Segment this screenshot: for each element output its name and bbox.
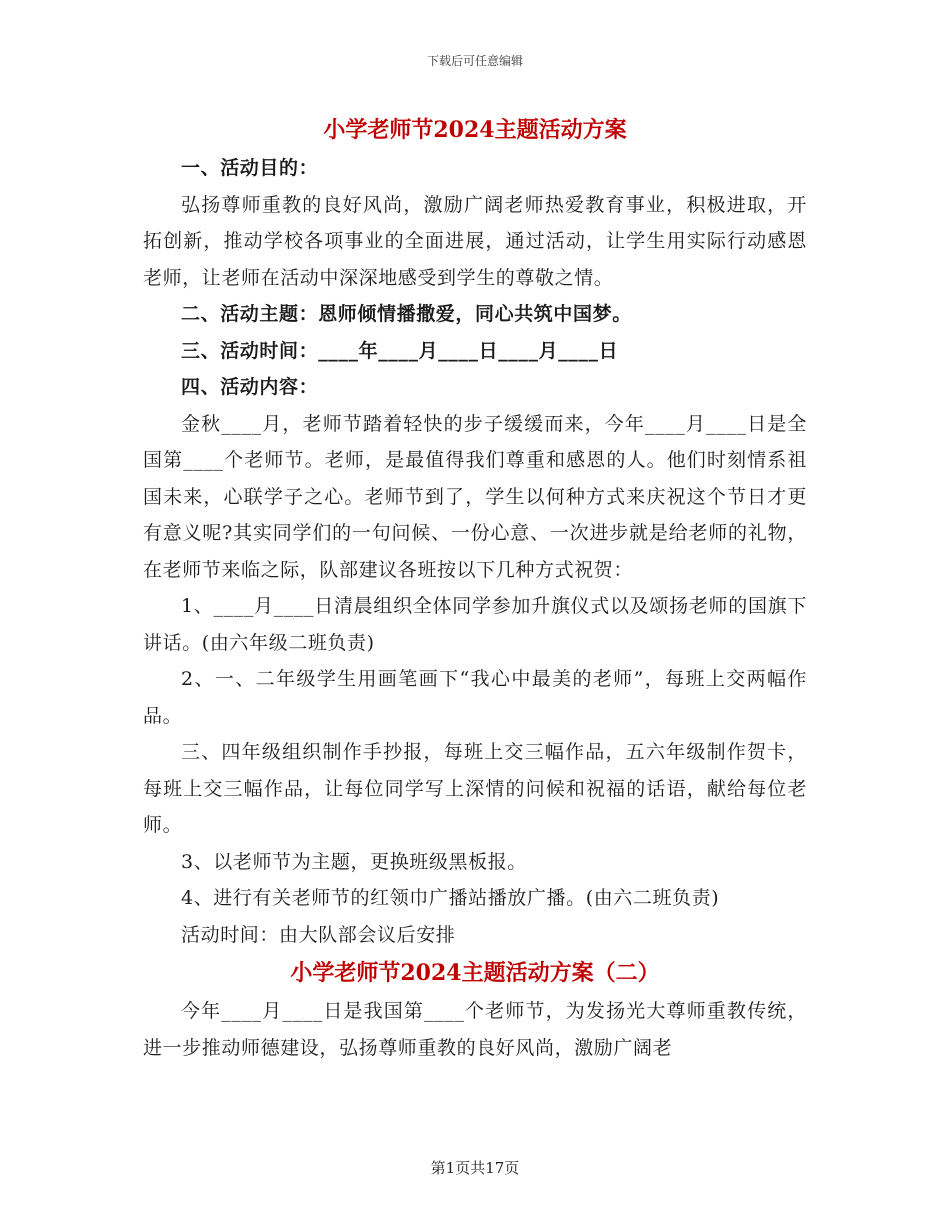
document-body — [143, 112, 807, 1066]
section-heading-time: 三、活动时间：____年____月____日____月____日 — [181, 339, 619, 362]
page-footer: 第1页共17页 — [430, 1159, 520, 1177]
content-item: 3、以老师节为主题，更换班级黑板报。 — [181, 850, 527, 873]
section-heading-purpose: 一、活动目的： — [181, 157, 319, 179]
content-item: 活动时间：由大队部会议后安排 — [181, 923, 456, 946]
content-item: 2、一、二年级学生用画笔画下“我心中最美的老师”，每班上交两幅作品。 — [143, 668, 807, 727]
content-item: 4、进行有关老师节的红领巾广播站播放广播。(由六二班负责) — [181, 887, 720, 909]
content-item: 1、____月____日清晨组织全体同学参加升旗仪式以及颂扬老师的国旗下讲话。(由六年级二班负责) — [143, 595, 807, 654]
section-body-second-plan: 今年____月____日是我国第____个老师节，为发扬光大尊师重教传统，进一步推动师德建设，弘扬尊师重教的良好风尚，激励广阔老 — [143, 1000, 807, 1059]
section-heading-content: 四、活动内容： — [181, 376, 319, 398]
page-header: 下载后可任意编辑 — [426, 54, 523, 68]
section-body-content-intro: 金秋____月，老师节踏着轻快的步子缓缓而来，今年____月____日是全国第____个老师节。老师，是最值得我们尊重和感恩的人。他们时刻情系祖国未来，心联学子之心。老师节到了，学生以何种方式来庆祝这个节日才更有意义呢?其实同学们的一句问候、一份心意、一次进步就是给老师的礼物，在老师节来临之际，队部建议各班按以下几种方式祝贺： — [143, 412, 807, 581]
document-title-2: 小学老师节2024主题活动方案（二） — [290, 960, 660, 986]
section-heading-theme: 二、活动主题：恩师倾情播撒爱，同心共筑中国梦。 — [181, 303, 632, 325]
section-body-purpose: 弘扬尊师重教的良好风尚，激励广阔老师热爱教育事业，积极进取，开拓创新，推动学校各项事业的全面进展，通过活动，让学生用实际行动感恩老师，让老师在活动中深深地感受到学生的尊敬之情。 — [143, 193, 807, 289]
document-title: 小学老师节2024主题活动方案 — [323, 117, 627, 143]
content-item: 三、四年级组织制作手抄报，每班上交三幅作品，五六年级制作贺卡，每班上交三幅作品，让每位同学写上深情的问候和祝福的话语，献给每位老师。 — [143, 741, 807, 836]
